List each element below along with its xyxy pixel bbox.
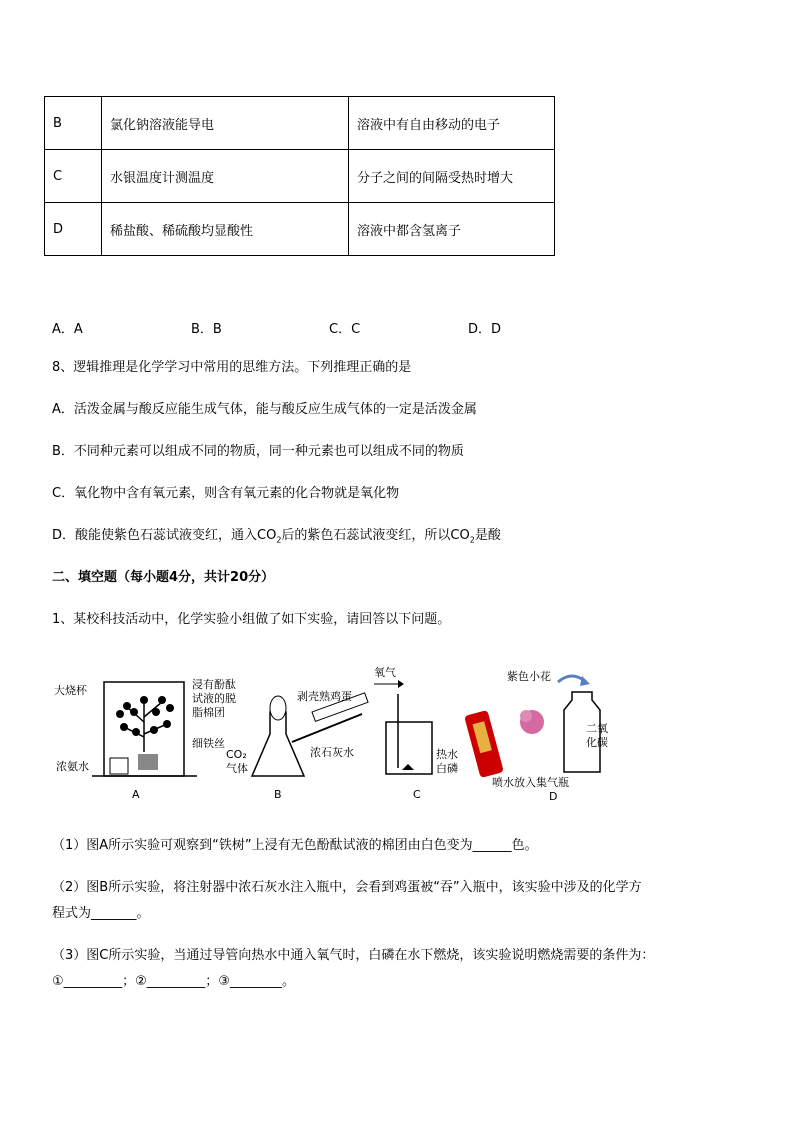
svg-text:C: C — [413, 788, 421, 801]
table-row — [45, 203, 555, 256]
fill-q1-part3-line2: ①_________；②_________；③________。 — [52, 974, 295, 989]
svg-text:CO₂: CO₂ — [226, 748, 247, 761]
table-row — [45, 97, 555, 150]
svg-text:浓石灰水: 浓石灰水 — [310, 746, 354, 759]
choice-b: B．B — [191, 322, 222, 337]
svg-text:二氧: 二氧 — [586, 722, 608, 735]
q8-option-b: B．不同种元素可以组成不同的物质，同一种元素也可以组成不同的物质 — [52, 444, 464, 459]
svg-text:气体: 气体 — [226, 762, 248, 775]
option-letter: C — [45, 150, 102, 203]
svg-text:喷水放入集气瓶: 喷水放入集气瓶 — [492, 776, 569, 789]
svg-text:白磷: 白磷 — [436, 762, 458, 775]
svg-text:A: A — [132, 788, 140, 801]
figure-d — [464, 669, 608, 803]
choice-c: C．C — [329, 322, 361, 337]
svg-text:B: B — [274, 788, 282, 801]
experiment-figure — [52, 662, 612, 807]
explanation-cell: 溶液中有自由移动的电子 — [349, 97, 555, 150]
table-row — [45, 150, 555, 203]
q8-option-d: D．酸能使紫色石蕊试液变红，通入$CO_2$后的紫色石蕊试液变红，所以$CO_2$是酸 — [52, 528, 501, 545]
svg-text:剥壳熟鸡蛋: 剥壳熟鸡蛋 — [297, 690, 352, 703]
fill-q1-part3-line1: （3）图C所示实验，当通过导管向热水中通入氧气时，白磷在水下燃烧，该实验说明燃烧需要的条件为： — [52, 948, 655, 963]
q8-stem: 8、逻辑推理是化学学习中常用的思维方法。下列推理正确的是 — [52, 360, 412, 375]
svg-text:热水: 热水 — [436, 748, 458, 761]
fill-q1-part2-line2: 程式为_______。 — [52, 906, 150, 921]
figure-b — [226, 689, 368, 801]
svg-text:浸有酚酞: 浸有酚酞 — [192, 678, 236, 691]
explanation-cell: 溶液中都含氢离子 — [349, 203, 555, 256]
svg-text:脂棉团: 脂棉团 — [192, 706, 225, 719]
explanation-cell: 分子之间的间隔受热时增大 — [349, 150, 555, 203]
svg-text:浓氨水: 浓氨水 — [56, 760, 89, 773]
fact-cell: 水银温度计测温度 — [102, 150, 349, 203]
q8-option-c: C．氧化物中含有氧元素，则含有氧元素的化合物就是氧化物 — [52, 486, 400, 501]
svg-text:试液的脱: 试液的脱 — [192, 692, 236, 705]
svg-text:氧气: 氧气 — [374, 666, 396, 679]
option-letter: D — [45, 203, 102, 256]
svg-text:细铁丝: 细铁丝 — [192, 737, 225, 750]
label-large-beaker: 大烧杯 — [54, 684, 87, 697]
fill-q1-part1: （1）图A所示实验可观察到“铁树”上浸有无色酚酞试液的棉团由白色变为______色。 — [52, 838, 538, 853]
q8-option-a: A．活泼金属与酸反应能生成气体，能与酸反应生成气体的一定是活泼金属 — [52, 402, 477, 417]
svg-text:D: D — [549, 790, 558, 803]
svg-text:紫色小花: 紫色小花 — [507, 670, 551, 683]
figure-c — [374, 665, 458, 801]
svg-text:化碳: 化碳 — [586, 736, 608, 749]
option-letter: B — [45, 97, 102, 150]
choice-a: A．A — [52, 322, 83, 337]
fill-q1-part2-line1: （2）图B所示实验，将注射器中浓石灰水注入瓶中，会看到鸡蛋被“吞”入瓶中，该实验中涉及的化学方 — [52, 880, 642, 895]
figure-a — [54, 677, 236, 801]
fact-cell: 稀盐酸、稀硫酸均显酸性 — [102, 203, 349, 256]
options-table — [44, 96, 555, 256]
fact-cell: 氯化钠溶液能导电 — [102, 97, 349, 150]
section-title: 二、填空题（每小题4分，共计20分） — [52, 570, 275, 585]
fill-q1-stem: 1、某校科技活动中，化学实验小组做了如下实验，请回答以下问题。 — [52, 612, 451, 627]
choice-d: D．D — [468, 322, 502, 337]
